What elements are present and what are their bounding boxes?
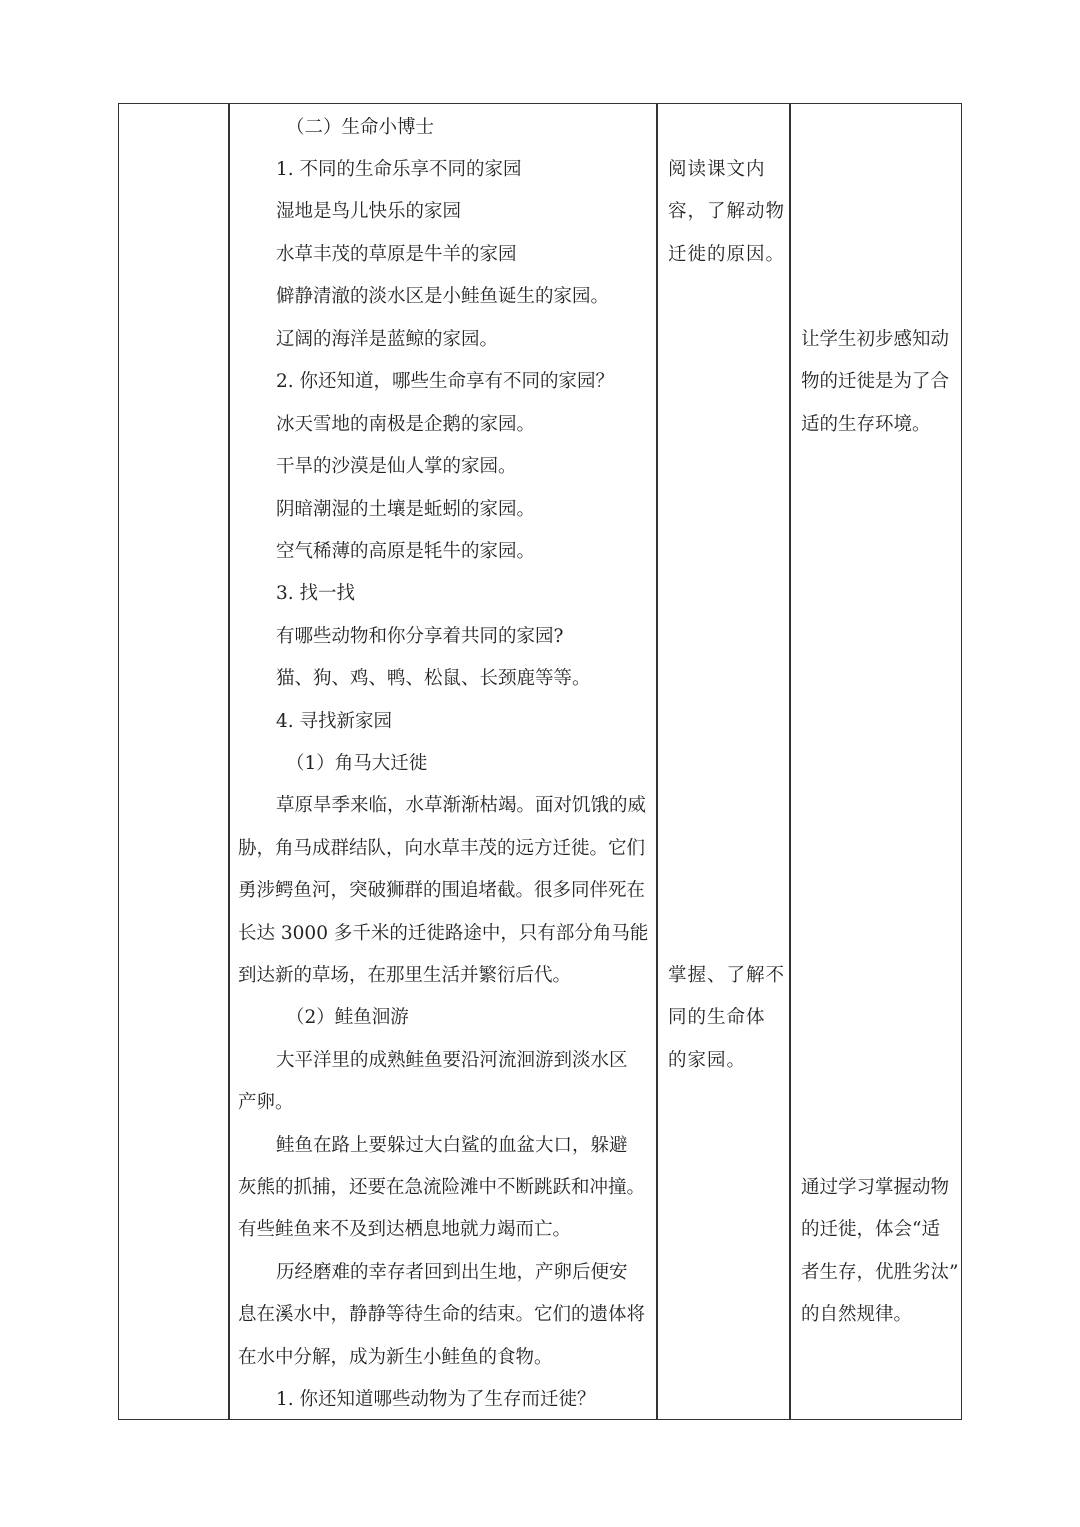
activity-line: 掌握、了解不	[668, 965, 786, 986]
content-line: 僻静清澈的淡水区是小鲑鱼诞生的家园。	[276, 286, 610, 307]
section-heading: （二）生命小博士	[286, 117, 435, 138]
content-line: 1. 不同的生命乐享不同的家园	[276, 159, 522, 180]
content-line: 有哪些动物和你分享着共同的家园?	[276, 626, 564, 647]
content-line: 长达 3000 多千米的迁徙路途中，只有部分角马能	[238, 923, 649, 944]
student-activity-column	[658, 104, 787, 1419]
content-line: 水草丰茂的草原是牛羊的家园	[276, 244, 517, 265]
content-line: 3. 找一找	[276, 583, 356, 604]
content-line: 勇涉鳄鱼河，突破狮群的围追堵截。很多同伴死在	[238, 880, 646, 901]
content-line: 大平洋里的成熟鲑鱼要沿河流洄游到淡水区	[276, 1050, 628, 1071]
content-line: （2）鲑鱼洄游	[286, 1007, 409, 1028]
content-line: 4. 寻找新家园	[276, 711, 393, 732]
teaching-content-column	[230, 104, 654, 1419]
content-line: 在水中分解，成为新生小鲑鱼的食物。	[238, 1347, 553, 1368]
content-line: 阴暗潮湿的土壤是蚯蚓的家园。	[276, 499, 536, 520]
content-line: 产卵。	[238, 1092, 294, 1113]
lesson-table	[118, 103, 962, 1420]
content-line: 1. 你还知道哪些动物为了生存而迁徙？	[276, 1389, 596, 1410]
content-line: 空气稀薄的高原是牦牛的家园。	[276, 541, 536, 562]
content-line: 辽阔的海洋是蓝鲸的家园。	[276, 329, 499, 350]
activity-line: 容，了解动物	[668, 201, 786, 222]
content-line: 猫、狗、鸡、鸭、松鼠、长颈鹿等等。	[276, 668, 591, 689]
content-line: 干旱的沙漠是仙人掌的家园。	[276, 456, 517, 477]
intent-line: 的自然规律。	[801, 1304, 913, 1325]
intent-line: 适的生存环境。	[801, 414, 931, 435]
content-line: 有些鲑鱼来不及到达栖息地就力竭而亡。	[238, 1219, 572, 1240]
design-intent-column	[791, 104, 961, 1419]
content-line: 鲑鱼在路上要躲过大白鲨的血盆大口，躲避	[276, 1135, 628, 1156]
content-line: 草原旱季来临，水草渐渐枯竭。面对饥饿的威	[276, 795, 647, 816]
content-line: 灰熊的抓捕，还要在急流险滩中不断跳跃和冲撞。	[238, 1177, 646, 1198]
content-line: （1）角马大迁徙	[286, 753, 428, 774]
activity-line: 同的生命体	[668, 1007, 766, 1028]
content-line: 湿地是鸟儿快乐的家园	[276, 201, 462, 222]
intent-line: 物的迁徙是为了合	[801, 371, 950, 392]
content-line: 胁，角马成群结队，向水草丰茂的远方迁徙。它们	[238, 838, 646, 859]
intent-line: 让学生初步感知动	[801, 329, 950, 350]
activity-line: 阅读课文内	[668, 159, 766, 180]
content-line: 冰天雪地的南极是企鹅的家园。	[276, 414, 536, 435]
content-line: 历经磨难的幸存者回到出生地，产卵后便安	[276, 1262, 628, 1283]
activity-line: 迁徙的原因。	[668, 244, 786, 265]
intent-line: 通过学习掌握动物	[801, 1177, 950, 1198]
intent-line: 的迁徙，体会“适	[801, 1219, 940, 1240]
content-line: 到达新的草场，在那里生活并繁衍后代。	[238, 965, 572, 986]
activity-line: 的家园。	[668, 1050, 747, 1071]
intent-line: 者生存，优胜劣汰”	[801, 1262, 959, 1283]
content-line: 息在溪水中，静静等待生命的结束。它们的遗体将	[238, 1304, 646, 1325]
content-line: 2. 你还知道，哪些生命享有不同的家园？	[276, 371, 615, 392]
